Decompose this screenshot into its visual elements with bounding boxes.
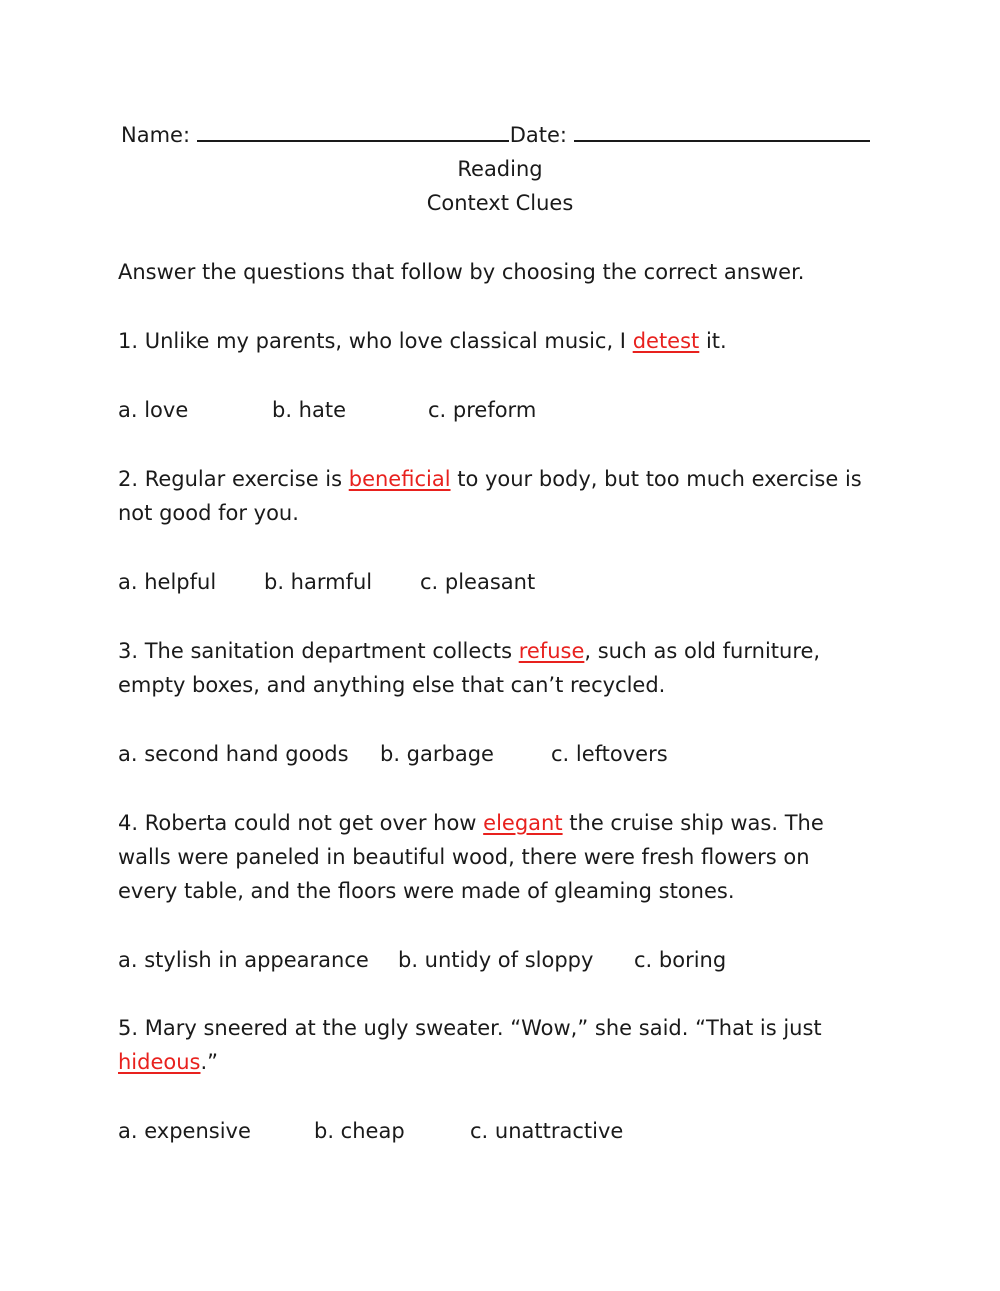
- question-1: [118, 324, 727, 358]
- question-number: 3.: [118, 639, 139, 663]
- question-text: Roberta could not get over how: [138, 811, 484, 835]
- date-blank[interactable]: [574, 118, 870, 142]
- choice-b[interactable]: b. cheap: [314, 1119, 405, 1143]
- choice-c[interactable]: c. preform: [428, 398, 537, 422]
- question-text: , such as old furniture,: [584, 639, 821, 663]
- target-word: beneficial: [348, 467, 451, 491]
- question-number: 2.: [118, 467, 139, 491]
- question-2-line-2: not good for you.: [118, 501, 299, 525]
- name-blank[interactable]: [197, 118, 509, 142]
- question-4-line-3: every table, and the floors were made of gleaming stones.: [118, 879, 735, 903]
- target-word: detest: [632, 329, 700, 353]
- target-word: hideous: [118, 1050, 201, 1074]
- question-text: Mary sneered at the ugly sweater. “Wow,” she said. “That is just: [138, 1016, 822, 1040]
- choice-a[interactable]: a. helpful: [118, 570, 217, 594]
- date-label: Date:: [509, 123, 574, 147]
- target-word: refuse: [518, 639, 585, 663]
- question-text: .”: [200, 1050, 219, 1074]
- choice-c[interactable]: c. leftovers: [551, 742, 668, 766]
- choice-a[interactable]: a. stylish in appearance: [118, 948, 369, 972]
- name-date-row: [121, 118, 870, 152]
- subject-title: Reading: [457, 157, 543, 181]
- question-4-line-2: walls were paneled in beautiful wood, there were fresh flowers on: [118, 845, 810, 869]
- question-text: to your body, but too much exercise is: [450, 467, 862, 491]
- question-3: [118, 634, 820, 668]
- choice-c[interactable]: c. pleasant: [420, 570, 536, 594]
- choice-c[interactable]: c. unattractive: [470, 1119, 624, 1143]
- question-3-line-2: empty boxes, and anything else that can’t recycled.: [118, 673, 666, 697]
- question-5: [118, 1011, 822, 1045]
- choice-b[interactable]: b. untidy of sloppy: [398, 948, 594, 972]
- target-word: elegant: [483, 811, 563, 835]
- choice-c[interactable]: c. boring: [634, 948, 727, 972]
- choice-b[interactable]: b. garbage: [380, 742, 494, 766]
- question-5-line-2: [118, 1045, 218, 1079]
- question-text: it.: [699, 329, 727, 353]
- question-number: 4.: [118, 811, 139, 835]
- question-text: The sanitation department collects: [138, 639, 519, 663]
- choice-b[interactable]: b. harmful: [264, 570, 373, 594]
- question-number: 1.: [118, 329, 139, 353]
- question-text: the cruise ship was. The: [562, 811, 824, 835]
- topic-title: Context Clues: [426, 191, 574, 215]
- choice-a[interactable]: a. second hand goods: [118, 742, 349, 766]
- instructions: Answer the questions that follow by choosing the correct answer.: [118, 260, 805, 284]
- choice-a[interactable]: a. expensive: [118, 1119, 251, 1143]
- choice-b[interactable]: b. hate: [272, 398, 347, 422]
- choice-a[interactable]: a. love: [118, 398, 189, 422]
- question-4: [118, 806, 824, 840]
- question-text: Regular exercise is: [138, 467, 349, 491]
- question-2: [118, 462, 862, 496]
- name-label: Name:: [121, 123, 197, 147]
- question-number: 5.: [118, 1016, 139, 1040]
- question-text: Unlike my parents, who love classical music, I: [138, 329, 633, 353]
